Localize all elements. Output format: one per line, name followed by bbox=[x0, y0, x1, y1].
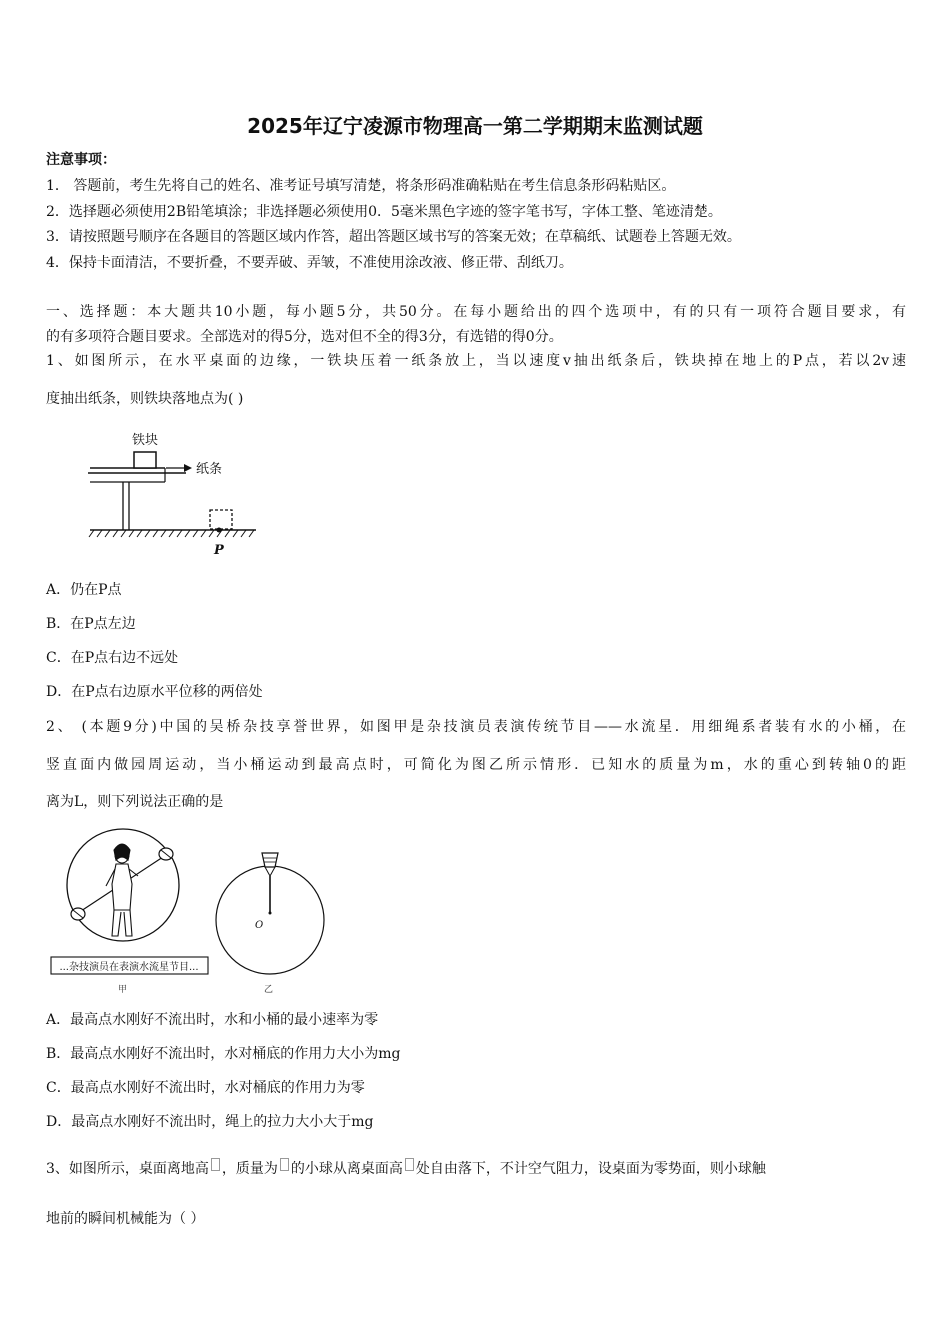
q1-diagram bbox=[88, 426, 268, 561]
q3-stem-line-2: 地前的瞬间机械能为（ ） bbox=[46, 1211, 205, 1227]
q3-stem-line-1 bbox=[46, 1158, 906, 1179]
label-point-p: P bbox=[214, 543, 224, 558]
q1-option-d: D．在P点右边原水平位移的两倍处 bbox=[46, 684, 263, 700]
q1-option-c: C．在P点右边不远处 bbox=[46, 650, 179, 666]
q1-stem-line-2: 度抽出纸条，则铁块落地点为( ) bbox=[46, 391, 244, 407]
jia-caption: ...杂技演员在表演水流星节目... bbox=[59, 962, 199, 973]
notice-heading: 注意事项： bbox=[46, 152, 116, 168]
label-jia: 甲 bbox=[118, 985, 128, 995]
q1-option-a: A．仍在P点 bbox=[46, 582, 122, 598]
q2-stem-line-3: 离为L，则下列说法正确的是 bbox=[46, 794, 224, 810]
section-intro-line-1: 一、选择题：本大题共10小题，每小题5分，共50分。在每小题给出的四个选项中，有的只有一项符合题目要求，有 bbox=[46, 304, 906, 320]
performer-figure bbox=[106, 844, 138, 936]
q3-text-part-4: 处自由落下，不计空气阻力，设桌面为零势面，则小球触 bbox=[415, 1161, 766, 1177]
q2-option-d: D．最高点水刚好不流出时，绳上的拉力大小大于mg bbox=[46, 1114, 374, 1130]
page-title: 2025年辽宁凌源市物理高一第二学期期末监测试题 bbox=[247, 114, 703, 138]
q2-figure bbox=[46, 824, 336, 996]
bucket-shape bbox=[262, 853, 278, 867]
missing-symbol-m bbox=[280, 1158, 289, 1171]
q2-stem-line-1: 2、 (本题9分)中国的吴桥杂技享誉世界，如图甲是杂技演员表演传统节目——水流星．用细绳系者装有水的小桶，在 bbox=[46, 719, 906, 735]
q2-option-a: A．最高点水刚好不流出时，水和小桶的最小速率为零 bbox=[46, 1012, 379, 1028]
q2-option-c: C．最高点水刚好不流出时，水对桶底的作用力为零 bbox=[46, 1080, 365, 1096]
notice-item-2: 2．选择题必须使用2B铅笔填涂；非选择题必须使用0．5毫米黑色字迹的签字笔书写，字体工整、笔迹清楚。 bbox=[46, 204, 722, 220]
q1-option-b: B．在P点左边 bbox=[46, 616, 136, 632]
q1-figure bbox=[88, 426, 268, 561]
q2-option-b: B．最高点水刚好不流出时，水对桶底的作用力大小为mg bbox=[46, 1046, 401, 1062]
missing-symbol-hh bbox=[405, 1158, 414, 1171]
missing-symbol-h bbox=[211, 1158, 220, 1171]
q2-diagram bbox=[46, 824, 336, 996]
label-paper-strip: 纸条 bbox=[196, 462, 223, 477]
q1-stem-line-1: 1、如图所示，在水平桌面的边缘，一铁块压着一纸条放上，当以速度v抽出纸条后，铁块掉在地上的P点，若以2v速 bbox=[46, 353, 906, 369]
label-iron-block: 铁块 bbox=[132, 433, 159, 448]
q3-text-part-3: 的小球从离桌面高 bbox=[290, 1161, 403, 1177]
label-yi: 乙 bbox=[264, 985, 274, 995]
label-o: O bbox=[255, 920, 264, 931]
landing-block-outline bbox=[210, 510, 232, 529]
q3-text-part-2: ，质量为 bbox=[221, 1161, 278, 1177]
q2-stem-line-2: 竖直面内做园周运动，当小桶运动到最高点时，可简化为图乙所示情形．已知水的质量为m，水的重心到转轴0的距 bbox=[46, 757, 906, 773]
q3-text-part-1: 3、如图所示，桌面离地高 bbox=[46, 1161, 209, 1177]
notice-item-4: 4．保持卡面清洁，不要折叠，不要弄破、弄皱，不准使用涂改液、修正带、刮纸刀。 bbox=[46, 255, 573, 271]
notice-item-1: 1． 答题前，考生先将自己的姓名、准考证号填写清楚，将条形码准确粘贴在考生信息条形码粘贴区。 bbox=[46, 178, 676, 194]
iron-block bbox=[134, 452, 156, 468]
section-intro-line-2: 的有多项符合题目要求。全部选对的得5分，选对但不全的得3分，有选错的得0分。 bbox=[46, 329, 563, 345]
notice-item-3: 3．请按照题号顺序在各题目的答题区域内作答，超出答题区域书写的答案无效；在草稿纸、试题卷上答题无效。 bbox=[46, 229, 741, 245]
